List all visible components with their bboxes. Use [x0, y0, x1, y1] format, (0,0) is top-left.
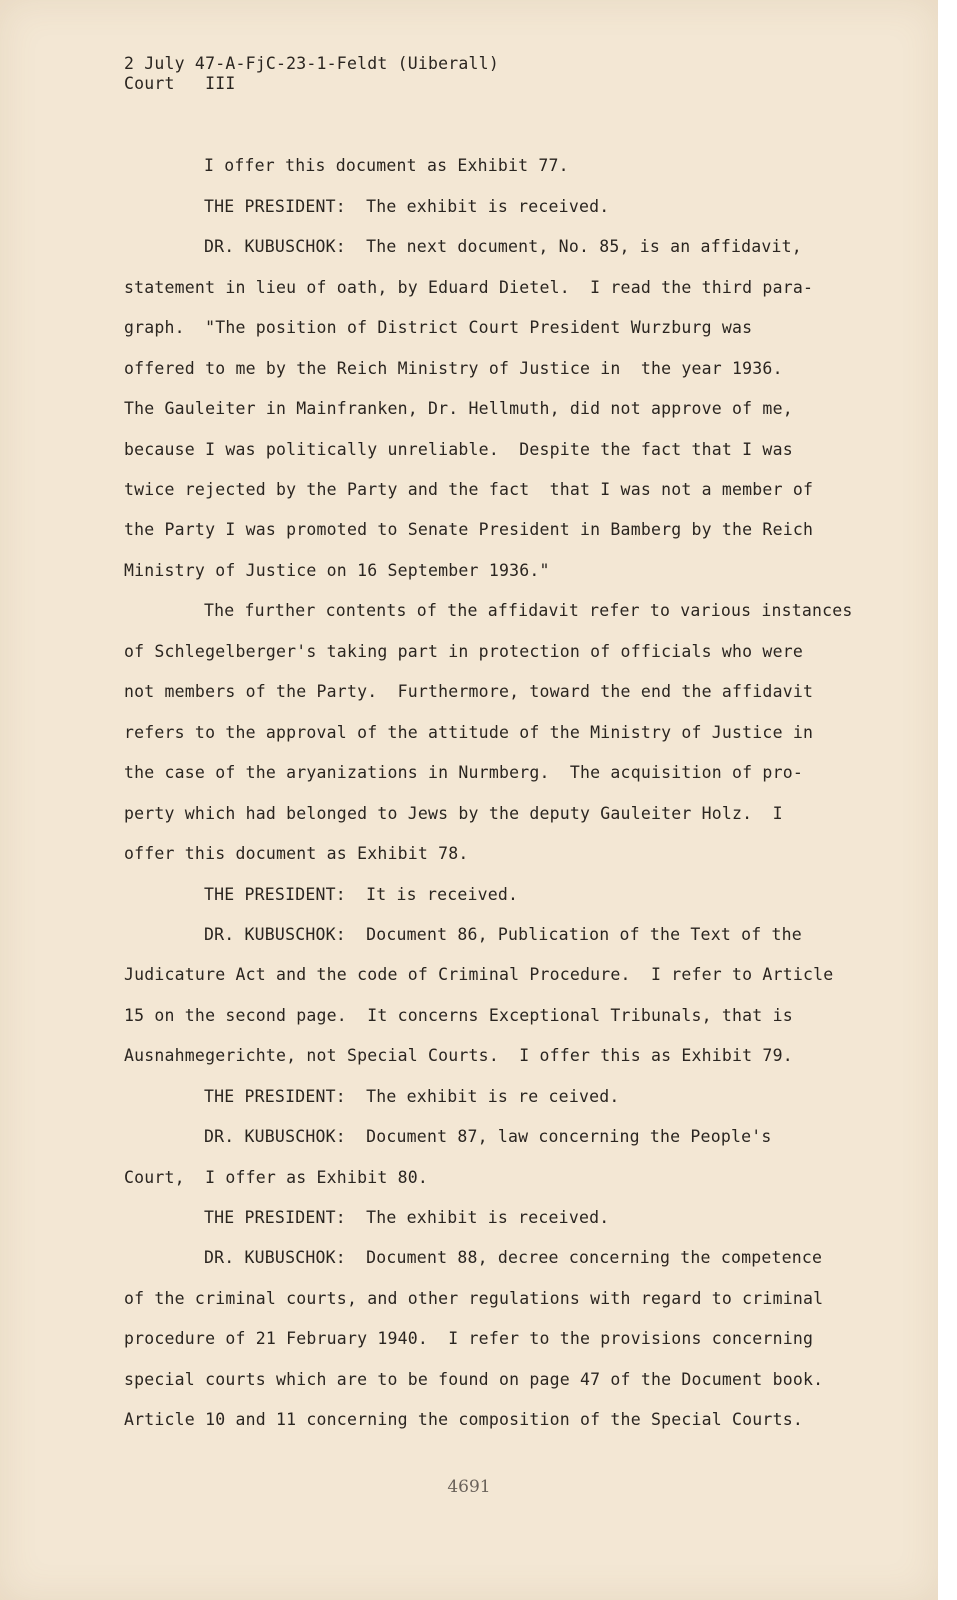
text-line: DR. KUBUSCHOK: Document 88, decree concerning the competence	[204, 1248, 823, 1267]
text-line: procedure of 21 February 1940. I refer to the provisions concerning	[124, 1329, 814, 1348]
page-number: 4691	[447, 1477, 491, 1497]
text-line: THE PRESIDENT: The exhibit is re ceived.	[204, 1087, 620, 1106]
text-line: refers to the approval of the attitude of the Ministry of Justice in	[124, 723, 814, 742]
text-line: the Party I was promoted to Senate President in Bamberg by the Reich	[124, 520, 814, 539]
text-line: 15 on the second page. It concerns Exceptional Tribunals, that is	[124, 1006, 793, 1025]
margin-strip	[938, 0, 957, 1600]
text-line: special courts which are to be found on page 47 of the Document book.	[124, 1370, 824, 1389]
header-line-1: 2 July 47-A-FjC-23-1-Feldt (Uiberall)	[124, 54, 499, 73]
text-line: THE PRESIDENT: The exhibit is received.	[204, 1208, 610, 1227]
text-line: THE PRESIDENT: It is received.	[204, 885, 519, 904]
text-line: Ausnahmegerichte, not Special Courts. I offer this as Exhibit 79.	[124, 1046, 793, 1065]
text-line: DR. KUBUSCHOK: The next document, No. 85, is an affidavit,	[204, 237, 802, 256]
text-line: twice rejected by the Party and the fact that I was not a member of	[124, 480, 814, 499]
text-line: The Gauleiter in Mainfranken, Dr. Hellmuth, did not approve of me,	[124, 399, 793, 418]
text-line: Court, I offer as Exhibit 80.	[124, 1168, 429, 1187]
text-line: offer this document as Exhibit 78.	[124, 844, 469, 863]
text-line: DR. KUBUSCHOK: Document 86, Publication of the Text of the	[204, 925, 802, 944]
text-line: the case of the aryanizations in Nurmberg. The acquisition of pro-	[124, 763, 803, 782]
text-line: graph. "The position of District Court President Wurzburg was	[124, 318, 753, 337]
text-line: The further contents of the affidavit refer to various instances	[204, 601, 853, 620]
text-line: perty which had belonged to Jews by the deputy Gauleiter Holz. I	[124, 804, 783, 823]
text-line: not members of the Party. Furthermore, toward the end the affidavit	[124, 682, 814, 701]
text-line: of the criminal courts, and other regulations with regard to criminal	[124, 1289, 824, 1308]
text-line: Ministry of Justice on 16 September 1936."	[124, 561, 550, 580]
text-line: of Schlegelberger's taking part in protection of officials who were	[124, 642, 803, 661]
header-line-2: Court III	[124, 74, 236, 93]
text-line: because I was politically unreliable. Despite the fact that I was	[124, 440, 793, 459]
text-line: Article 10 and 11 concerning the composition of the Special Courts.	[124, 1410, 803, 1429]
text-line: Judicature Act and the code of Criminal Procedure. I refer to Article	[124, 965, 834, 984]
text-line: statement in lieu of oath, by Eduard Dietel. I read the third para-	[124, 278, 814, 297]
text-line: DR. KUBUSCHOK: Document 87, law concerning the People's	[204, 1127, 772, 1146]
text-line: THE PRESIDENT: The exhibit is received.	[204, 197, 610, 216]
text-line: I offer this document as Exhibit 77.	[204, 156, 569, 175]
text-line: offered to me by the Reich Ministry of Justice in the year 1936.	[124, 359, 783, 378]
